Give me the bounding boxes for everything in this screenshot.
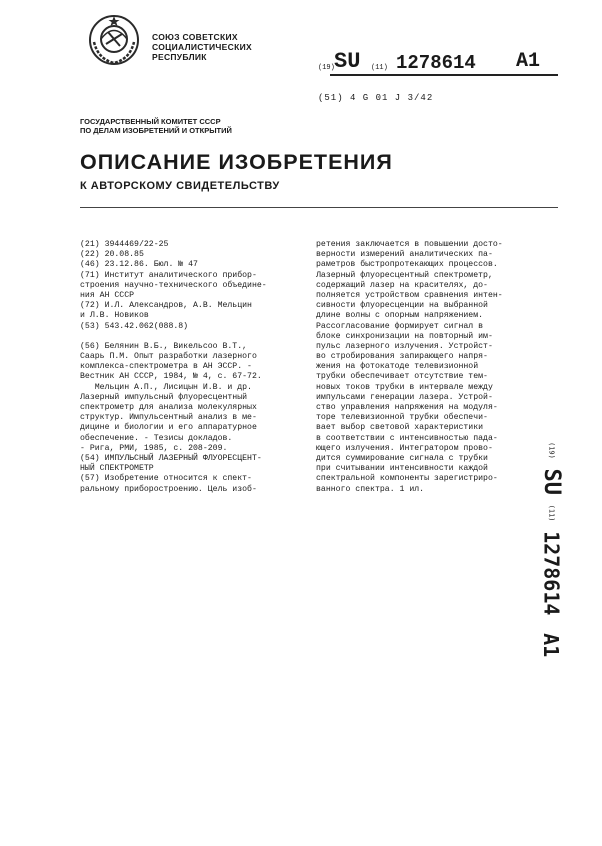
- side-country-code-label: (19): [547, 442, 556, 459]
- union-line: РЕСПУБЛИК: [152, 52, 207, 62]
- publication-number-underline: [330, 74, 558, 76]
- text-line: комплекса-спектрометра в АН ЭССР. -: [80, 362, 252, 372]
- text-line: ретения заключается в повышении досто-: [316, 240, 503, 249]
- text-line: Вестник АН СССР, 1984, № 4, с. 67-72.: [80, 372, 262, 382]
- side-country-code: SU: [539, 468, 564, 495]
- text-line: (53) 543.42.062(088.8): [80, 321, 189, 331]
- text-line: (21) 3944469/22-25: [80, 240, 169, 249]
- text-line: верности измерений аналитических па-: [316, 250, 493, 260]
- text-line: трубки обеспечивает отсутствие тем-: [316, 372, 488, 382]
- text-line: ство управления напряжения на модуля-: [316, 403, 498, 412]
- text-line: - Рига, РМИ, 1985, с. 208-209.: [80, 443, 228, 453]
- text-line: (57) Изобретение относится к спект-: [80, 474, 252, 484]
- text-line: блоке синхронизации на повторный им-: [316, 331, 493, 341]
- patent-number: 1278614: [396, 52, 476, 74]
- text-line: пульс лазерного излучения. Устройст-: [316, 341, 493, 351]
- union-line: СОЦИАЛИСТИЧЕСКИХ: [152, 42, 252, 52]
- country-code-label: (19): [318, 64, 335, 72]
- text-line: структур. Импульсентный анализ в ме-: [80, 413, 257, 423]
- text-line: при считывании интенсивности каждой: [316, 464, 488, 474]
- text-line: [80, 332, 267, 342]
- text-line: ванного спектра. 1 ил.: [316, 484, 425, 494]
- side-patent-number: 1278614: [539, 531, 564, 616]
- country-code: SU: [334, 49, 361, 74]
- text-line: Лазерный импульсный флуоресцентный: [80, 392, 248, 402]
- text-line: ральному приборостроению. Цель изоб-: [80, 484, 257, 494]
- union-name: [152, 32, 252, 62]
- title-divider: [80, 207, 558, 208]
- text-line: (71) Институт аналитического прибор-: [80, 270, 257, 280]
- right-text-column: [316, 240, 503, 495]
- text-line: импульсами генерации лазера. Устрой-: [316, 392, 493, 402]
- text-line: спектрометр для анализа молекулярных: [80, 403, 257, 412]
- text-line: (56) Белянин В.Б., Викельсоо В.Т.,: [80, 341, 248, 351]
- text-line: в соответствии с интенсивностью пада-: [316, 433, 498, 443]
- document-title: ОПИСАНИЕ ИЗОБРЕТЕНИЯ: [80, 150, 393, 174]
- committee-line: ПО ДЕЛАМ ИЗОБРЕТЕНИЙ И ОТКРЫТИЙ: [80, 126, 232, 135]
- document-subtitle: К АВТОРСКОМУ СВИДЕТЕЛЬСТВУ: [80, 180, 280, 192]
- text-line: сивности флуоресценции на выбранной: [316, 301, 488, 311]
- text-line: НЫЙ СПЕКТРОМЕТР: [80, 464, 154, 474]
- number-code-label: (11): [371, 64, 388, 72]
- publication-number: [318, 50, 558, 76]
- text-line: обеспечение. - Тезисы докладов.: [80, 433, 233, 443]
- side-publication-number: [528, 442, 568, 662]
- text-line: (72) И.Л. Александров, А.В. Мельцин: [80, 301, 252, 311]
- text-line: ющего излучения. Интегратором прово-: [316, 443, 493, 453]
- kind-code: A1: [516, 50, 541, 73]
- text-line: (46) 23.12.86. Бюл. № 47: [80, 260, 198, 270]
- ussr-emblem-icon: [88, 14, 140, 66]
- left-text-column: [80, 240, 267, 495]
- text-line: Саарь П.М. Опыт разработки лазерного: [80, 352, 257, 362]
- text-line: строения научно-технического объедине-: [80, 280, 267, 290]
- text-line: вает выбор световой характеристики: [316, 423, 484, 433]
- committee-line: ГОСУДАРСТВЕННЫЙ КОМИТЕТ СССР: [80, 117, 221, 126]
- union-line: СОЮЗ СОВЕТСКИХ: [152, 32, 238, 42]
- ipc-classification: (51) 4 G 01 J 3/42: [318, 93, 434, 103]
- text-line: раметров быстропротекающих процессов.: [316, 260, 498, 270]
- text-line: (22) 20.08.85: [80, 250, 144, 260]
- text-line: содержащий лазер на красителях, до-: [316, 280, 488, 290]
- text-line: во стробирования запирающего напря-: [316, 352, 488, 362]
- text-line: дится суммирование сигнала с трубки: [316, 453, 488, 463]
- text-line: (54) ИМПУЛЬСНЫЙ ЛАЗЕРНЫЙ ФЛУОРЕСЦЕНТ-: [80, 453, 262, 463]
- text-line: спектральной компоненты зарегистриро-: [316, 474, 498, 484]
- text-line: Рассогласование формирует сигнал в: [316, 321, 484, 331]
- text-line: Лазерный флуоресцентный спектрометр,: [316, 270, 493, 280]
- text-line: ния АН СССР: [80, 290, 135, 300]
- text-line: полняется устройством сравнения интен-: [316, 290, 503, 300]
- text-line: торе телевизионной трубки обеспечи-: [316, 413, 488, 423]
- text-line: новых токов трубки в интервале между: [316, 382, 493, 392]
- committee-name: [80, 117, 232, 135]
- text-line: дицине и биологии и его аппаратурное: [80, 423, 257, 433]
- text-line: Мельцин А.П., Лисицын И.В. и др.: [80, 382, 252, 392]
- side-number-code-label: (11): [547, 504, 556, 522]
- text-line: и Л.В. Новиков: [80, 311, 149, 321]
- text-line: длине волны с опорным напряжением.: [316, 311, 484, 321]
- text-line: жения на фотокатоде телевизионной: [316, 362, 479, 372]
- side-kind-code: A1: [539, 633, 564, 658]
